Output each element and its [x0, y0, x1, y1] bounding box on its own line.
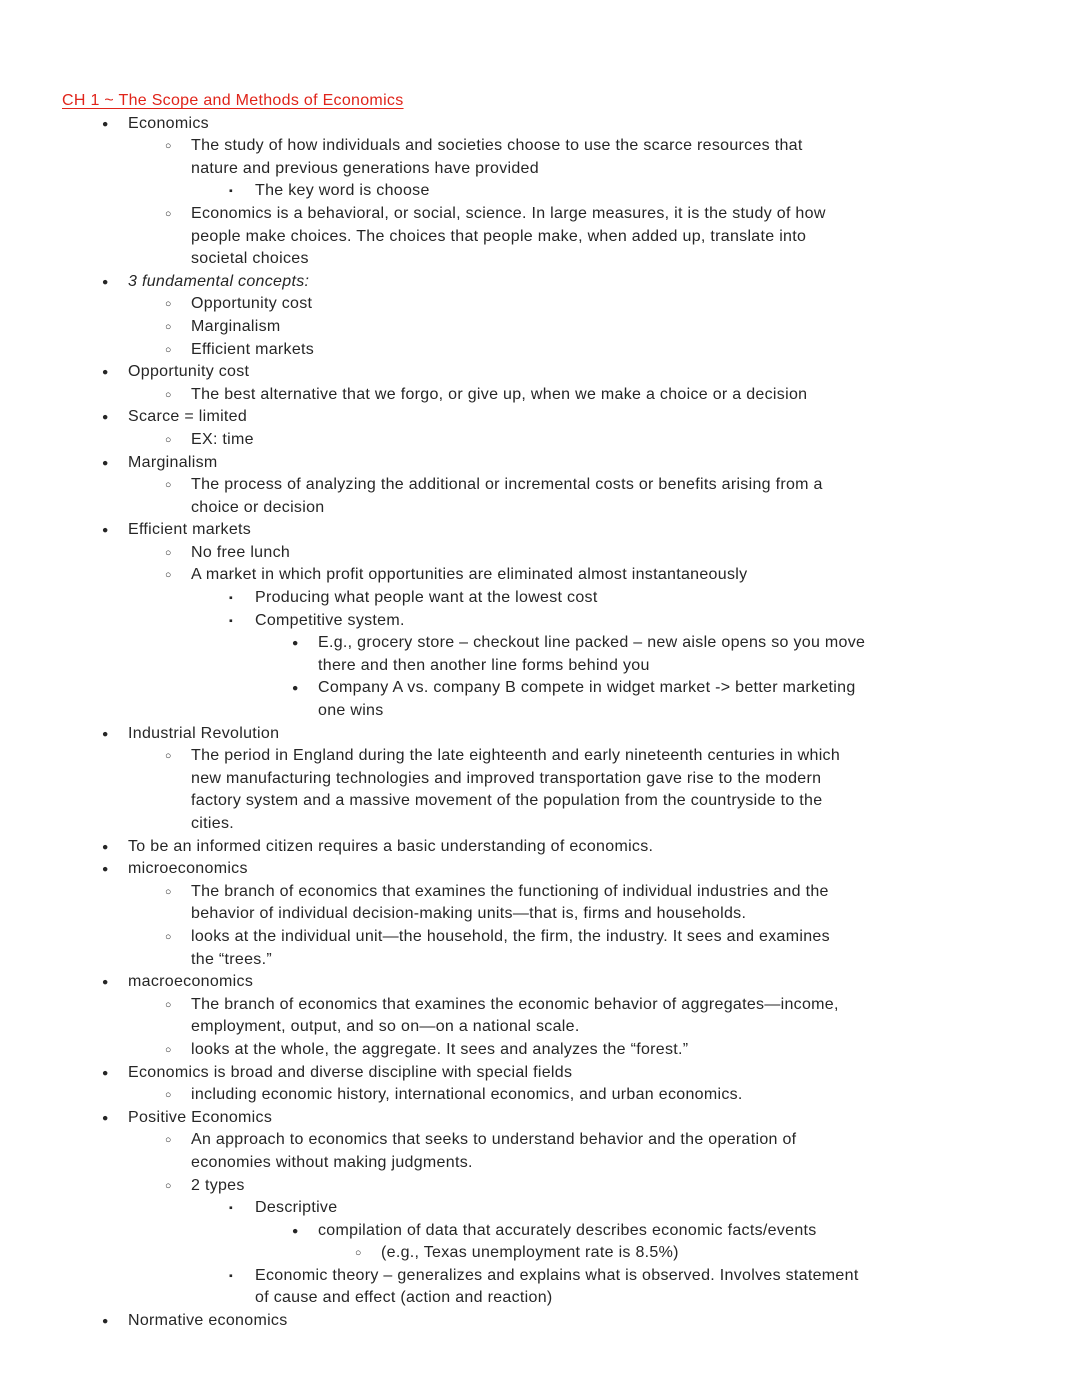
- outline-item: [163, 564, 1022, 587]
- outline-item: [163, 926, 1022, 971]
- bullet-circle-icon: ○: [165, 320, 172, 333]
- outline-item-text: The branch of economics that examines the functioning of individual industries and the behavior of individual decision-making units—that is, firms and households.: [191, 882, 829, 923]
- outline-item-text: Descriptive: [255, 1199, 338, 1217]
- outline-item: [100, 452, 1022, 475]
- bullet-circle-icon: ○: [165, 546, 172, 559]
- outline-item-text: Normative economics: [128, 1312, 288, 1330]
- outline-item-text: Opportunity cost: [128, 363, 250, 381]
- outline-item-text: Opportunity cost: [191, 295, 313, 313]
- outline-item-text: including economic history, international economics, and urban economics.: [191, 1086, 743, 1104]
- outline-item: [100, 723, 1022, 746]
- bullet-disc-icon: ●: [102, 411, 109, 424]
- outline-item: [163, 542, 1022, 565]
- outline-item-text: E.g., grocery store – checkout line packed – new aisle opens so you move there and then another line forms behind you: [318, 634, 866, 674]
- outline-item-text: compilation of data that accurately describes economic facts/events: [318, 1221, 817, 1239]
- outline-item-text: Company A vs. company B compete in widget market -> better marketing one wins: [318, 679, 856, 720]
- bullet-circle-icon: ○: [165, 1179, 172, 1192]
- outline-item: [100, 971, 1022, 994]
- bullet-square-icon: ▪: [229, 185, 234, 198]
- outline-item: [163, 384, 1022, 407]
- outline-item: [163, 203, 1022, 271]
- outline-item: [100, 1062, 1022, 1085]
- outline-item-text: Producing what people want at the lowest cost: [255, 589, 598, 607]
- bullet-disc-icon: ●: [102, 1111, 109, 1124]
- outline-item: [227, 610, 1022, 633]
- outline-item: [290, 1220, 1022, 1243]
- outline-item-text: Positive Economics: [128, 1108, 273, 1126]
- bullet-disc-icon: ●: [102, 117, 109, 130]
- bullet-circle-icon: ○: [165, 750, 172, 763]
- outline-item: [163, 135, 1022, 180]
- outline-item: [163, 1039, 1022, 1062]
- bullet-disc-icon: ●: [102, 976, 109, 989]
- outline-item-text: Economics is broad and diverse discipline with special fields: [128, 1063, 573, 1081]
- bullet-disc-icon: ●: [292, 682, 299, 695]
- outline-item: [163, 1129, 1022, 1174]
- bullet-disc-icon: ●: [102, 1315, 109, 1328]
- outline-item-text: microeconomics: [128, 860, 248, 878]
- outline-item-text: Efficient markets: [128, 521, 252, 539]
- bullet-disc-icon: ●: [102, 524, 109, 537]
- bullet-circle-icon: ○: [165, 343, 172, 356]
- outline-item: [227, 587, 1022, 610]
- outline-item-text: Competitive system.: [255, 611, 405, 629]
- outline-item: [353, 1242, 1022, 1265]
- outline-item-text: An approach to economics that seeks to understand behavior and the operation of economies without making judgments.: [191, 1131, 797, 1171]
- outline: [62, 113, 1022, 1333]
- bullet-disc-icon: ●: [102, 366, 109, 379]
- bullet-circle-icon: ○: [165, 930, 172, 943]
- outline-item-text: The study of how individuals and societies choose to use the scarce resources that nature and previous generations have provided: [191, 137, 803, 177]
- outline-item-text: The best alternative that we forgo, or give up, when we make a choice or a decision: [191, 385, 808, 403]
- outline-item-text: Marginalism: [191, 317, 281, 335]
- bullet-disc-icon: ●: [102, 863, 109, 876]
- outline-item: [163, 293, 1022, 316]
- bullet-disc-icon: ●: [102, 727, 109, 740]
- outline-item-text: 3 fundamental concepts:: [128, 272, 310, 290]
- outline-item: [227, 1197, 1022, 1220]
- outline-item-text: The key word is choose: [255, 182, 430, 200]
- bullet-disc-icon: ●: [102, 275, 109, 288]
- bullet-circle-icon: ○: [165, 207, 172, 220]
- bullet-disc-icon: ●: [292, 1224, 299, 1237]
- bullet-circle-icon: ○: [165, 1089, 172, 1102]
- bullet-disc-icon: ●: [102, 456, 109, 469]
- bullet-circle-icon: ○: [355, 1247, 362, 1260]
- outline-item-text: Marginalism: [128, 453, 218, 471]
- outline-item: [163, 1175, 1022, 1198]
- bullet-circle-icon: ○: [165, 479, 172, 492]
- bullet-disc-icon: ●: [102, 1066, 109, 1079]
- outline-item: [163, 316, 1022, 339]
- outline-item: [100, 113, 1022, 136]
- outline-item-text: Economics: [128, 114, 209, 132]
- outline-item-text: Industrial Revolution: [128, 724, 280, 742]
- outline-item: [100, 858, 1022, 881]
- outline-item: [163, 429, 1022, 452]
- bullet-square-icon: ▪: [229, 592, 234, 605]
- bullet-square-icon: ▪: [229, 1202, 234, 1215]
- bullet-disc-icon: ●: [102, 840, 109, 853]
- outline-item-text: Scarce = limited: [128, 408, 248, 426]
- bullet-circle-icon: ○: [165, 388, 172, 401]
- outline-item: [163, 994, 1022, 1039]
- outline-item: [227, 180, 1022, 203]
- outline-item-text: No free lunch: [191, 543, 291, 561]
- outline-item: [100, 361, 1022, 384]
- outline-item-text: The process of analyzing the additional or incremental costs or benefits arising from a choice or decision: [191, 476, 823, 516]
- outline-item-text: Economics is a behavioral, or social, science. In large measures, it is the study of how people make choices. The choices that people make, when added up, translate into societal choices: [191, 204, 826, 268]
- outline-item: [100, 1107, 1022, 1130]
- bullet-circle-icon: ○: [165, 1134, 172, 1147]
- outline-item-text: EX: time: [191, 430, 254, 448]
- outline-item: [163, 339, 1022, 362]
- outline-item: [100, 1310, 1022, 1333]
- outline-item: [163, 474, 1022, 519]
- bullet-circle-icon: ○: [165, 1043, 172, 1056]
- outline-item: [100, 519, 1022, 542]
- outline-item-text: A market in which profit opportunities are eliminated almost instantaneously: [191, 566, 748, 584]
- outline-item-text: The period in England during the late eighteenth and early nineteenth centuries in which new manufacturing technologies and improved transportation gave rise to the modern factory system and a massive movement of the population from the countryside to the cities.: [191, 747, 841, 832]
- outline-item-text: Efficient markets: [191, 340, 315, 358]
- outline-item-text: (e.g., Texas unemployment rate is 8.5%): [381, 1244, 679, 1262]
- bullet-circle-icon: ○: [165, 433, 172, 446]
- bullet-circle-icon: ○: [165, 998, 172, 1011]
- bullet-square-icon: ▪: [229, 1269, 234, 1282]
- outline-item: [163, 745, 1022, 835]
- outline-item-text: looks at the individual unit—the household, the firm, the industry. It sees and examines the “trees.”: [191, 927, 830, 968]
- outline-item: [290, 677, 1022, 722]
- bullet-circle-icon: ○: [165, 569, 172, 582]
- outline-item-text: macroeconomics: [128, 973, 254, 991]
- outline-item-text: looks at the whole, the aggregate. It sees and analyzes the “forest.”: [191, 1040, 689, 1058]
- bullet-circle-icon: ○: [165, 140, 172, 153]
- outline-item-text: To be an informed citizen requires a basic understanding of economics.: [128, 837, 654, 855]
- bullet-square-icon: ▪: [229, 614, 234, 627]
- bullet-disc-icon: ●: [292, 637, 299, 650]
- outline-item: [100, 406, 1022, 429]
- outline-item: [163, 1084, 1022, 1107]
- outline-item: [163, 881, 1022, 926]
- bullet-circle-icon: ○: [165, 298, 172, 311]
- bullet-circle-icon: ○: [165, 885, 172, 898]
- outline-item: [100, 836, 1022, 859]
- outline-item: [100, 271, 1022, 294]
- page-title: CH 1 ~ The Scope and Methods of Economics: [62, 92, 404, 109]
- outline-item-text: The branch of economics that examines the economic behavior of aggregates—income, employment, output, and so on—on a national scale.: [191, 995, 839, 1036]
- outline-item-text: Economic theory – generalizes and explains what is observed. Involves statement of cause and effect (action and reaction): [255, 1266, 859, 1307]
- outline-item: [227, 1265, 1022, 1310]
- outline-item-text: 2 types: [191, 1176, 245, 1194]
- outline-item: [290, 632, 1022, 677]
